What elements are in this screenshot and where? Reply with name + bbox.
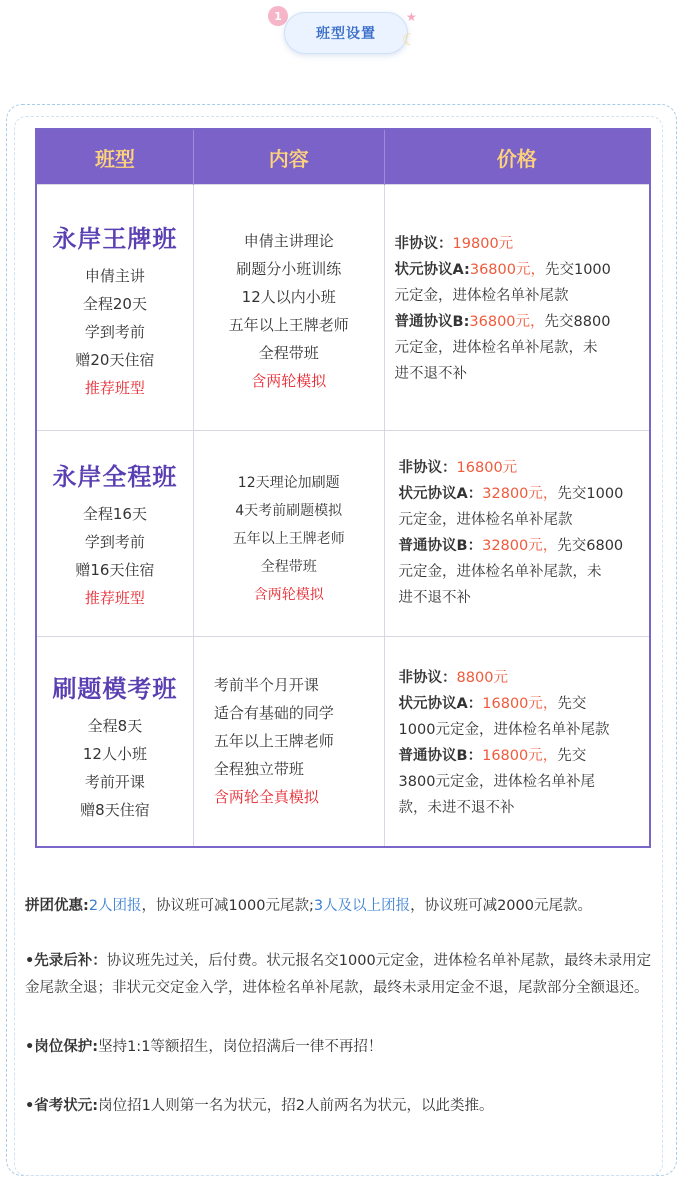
note-label: 拼团优惠: [25, 898, 89, 914]
feature: 学到考前 [84, 533, 145, 551]
feature: 全程8天 [87, 717, 143, 735]
price-line: 状元协议A:36800元，先交1000 [394, 262, 611, 278]
content-item: 全程带班 [260, 559, 317, 575]
price-line: 元定金，进体检名单补尾款，未 [398, 564, 602, 580]
content-item: 12天理论加刷题 [237, 475, 340, 491]
content-item: 考前半个月开课 [213, 676, 319, 694]
price-line: 普通协议B:36800元，先交8800 [394, 314, 611, 330]
content-item: 五年以上王牌老师 [232, 531, 345, 547]
feature: 申倩主讲 [84, 267, 145, 285]
notes-section [25, 893, 665, 1120]
price-line: 进不退不补 [394, 366, 468, 382]
price-cell [384, 185, 650, 431]
price-line: 3800元定金，进体检名单补尾 [398, 774, 595, 790]
price-line: 非协议：16800元 [398, 460, 518, 476]
content-item: 全程独立带班 [213, 760, 304, 778]
top-candidate-note: •省考状元:岗位招1人则第一名为状元，招2人前两名为状元，以此类推。 [25, 1098, 494, 1114]
content-item: 申倩主讲理论 [243, 232, 334, 250]
content-tag: 含两轮模拟 [251, 372, 327, 390]
feature: 赠16天住宿 [75, 561, 155, 579]
table-header-row [36, 129, 650, 185]
group-discount-note: 拼团优惠:2人团报，协议班可减1000元尾款;3人及以上团报，协议班可减2000元尾款。 [25, 898, 592, 914]
content-tag: 含两轮模拟 [253, 587, 324, 603]
note-label: •先录后补： [25, 953, 107, 969]
content-item: 4天考前刷题模拟 [235, 503, 343, 519]
class-name: 刷题模考班 [52, 675, 178, 703]
price-cell [384, 431, 650, 637]
price-line: 普通协议B：32800元，先交6800 [398, 538, 624, 554]
price-line: 普通协议B：16800元，先交 [398, 748, 587, 764]
pay-later-note: •先录后补：协议班先过关，后付费。状元报名交1000元定金，进体检名单补尾款，最终未录用定金尾款全退；非状元交定金入学，进体检名单补尾款，最终未录用定金不退，尾款部分全额退还。 [25, 953, 652, 996]
table-row [36, 431, 650, 637]
class-cell [36, 637, 193, 847]
step-number: 1 [268, 6, 288, 26]
moon-icon: ☾ [402, 30, 417, 49]
recommend-tag: 推荐班型 [84, 589, 145, 607]
feature: 考前开课 [84, 773, 145, 791]
section-badge [268, 4, 428, 56]
note-label: •岗位保护: [25, 1039, 99, 1055]
price-line: 状元协议A：32800元，先交1000 [398, 486, 624, 502]
class-table [35, 128, 651, 848]
price-line: 进不退不补 [398, 590, 472, 606]
class-cell [36, 185, 193, 431]
content-item: 全程带班 [258, 344, 319, 362]
section-title: 班型设置 [316, 26, 376, 42]
price-line: 1000元定金，进体检名单补尾款 [398, 722, 610, 738]
feature: 学到考前 [84, 323, 145, 341]
content-cell [193, 185, 384, 431]
header-price: 价格 [384, 129, 650, 185]
price-line: 款，未进不退不补 [398, 800, 515, 816]
content-item: 刷题分小班训练 [236, 260, 342, 278]
price-line: 元定金，进体检名单补尾款 [394, 288, 569, 304]
section-title-pill [284, 12, 408, 54]
feature: 赠8天住宿 [80, 801, 150, 819]
star-icon: ★ [406, 10, 417, 24]
price-line: 非协议：19800元 [394, 236, 514, 252]
content-cell [193, 431, 384, 637]
group-link-2[interactable]: 2人团报 [88, 898, 142, 914]
recommend-tag: 推荐班型 [84, 379, 145, 397]
price-cell [384, 637, 650, 847]
price-line: 状元协议A：16800元，先交 [398, 696, 587, 712]
feature: 赠20天住宿 [75, 351, 155, 369]
class-name: 永岸全程班 [52, 463, 178, 491]
content-item: 五年以上王牌老师 [228, 316, 349, 334]
content-item: 五年以上王牌老师 [213, 732, 334, 750]
feature: 12人小班 [82, 745, 147, 763]
header-content: 内容 [193, 129, 384, 185]
note-label: •省考状元: [25, 1098, 99, 1114]
class-name: 永岸王牌班 [52, 225, 178, 253]
price-line: 元定金，进体检名单补尾款 [398, 512, 573, 528]
table-row [36, 637, 650, 847]
content-tag: 含两轮全真模拟 [213, 788, 319, 806]
feature: 全程16天 [82, 505, 147, 523]
content-item: 适合有基础的同学 [213, 704, 334, 722]
group-link-3[interactable]: 3人及以上团报 [313, 898, 411, 914]
table-row [36, 185, 650, 431]
feature: 全程20天 [82, 295, 147, 313]
header-class-type: 班型 [36, 129, 193, 185]
content-cell [193, 637, 384, 847]
class-cell [36, 431, 193, 637]
price-line: 非协议：8800元 [398, 670, 508, 686]
content-item: 12人以内小班 [241, 288, 336, 306]
price-line: 元定金，进体检名单补尾款，未 [394, 340, 598, 356]
position-protect-note: •岗位保护:坚持1:1等额招生，岗位招满后一律不再招！ [25, 1039, 383, 1055]
